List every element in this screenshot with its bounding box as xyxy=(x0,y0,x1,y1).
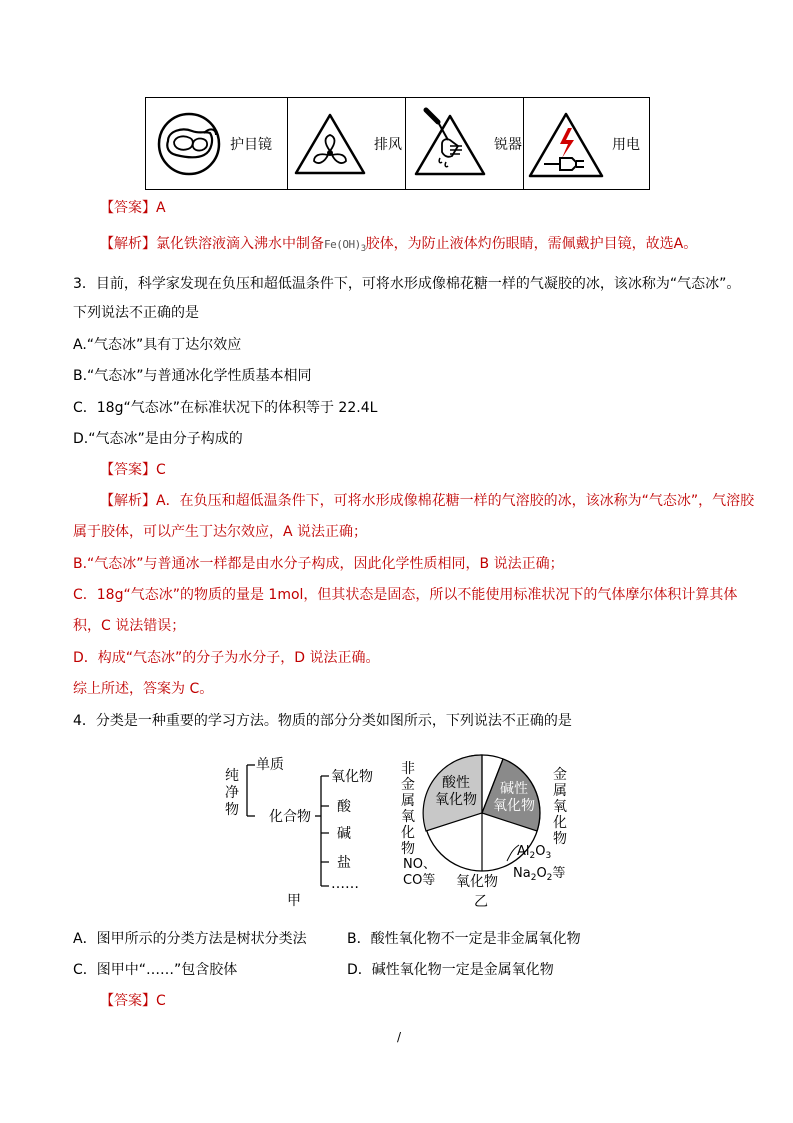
q3-option-d: D.“气态冰”是由分子构成的 xyxy=(73,431,243,447)
pie-caption: 乙 xyxy=(474,894,488,910)
tree-leaf-base: 碱 xyxy=(337,826,351,842)
safety-label-sharp: 锐器 xyxy=(494,136,522,153)
q3-analysis-line4: C．18g“气态冰”的物质的量是 1mol，但其状态是固态，所以不能使用标准状况下的气体摩尔体积计算其体 xyxy=(73,587,738,603)
answer-value: C xyxy=(156,993,166,1009)
q3-option-c: C．18g“气态冰”在标准状况下的体积等于 22.4L xyxy=(73,400,378,416)
page-number: / xyxy=(397,1030,402,1044)
q2-analysis: 【解析】氯化铁溶液滴入沸水中制备$Fe(OH)_3$胶体，为防止液体灼伤眼睛，需佩戴护目镜，故选A。 xyxy=(100,236,698,254)
oxide-classification-pie xyxy=(395,745,580,910)
safety-cell-electric xyxy=(524,98,649,189)
q4-option-a: A．图甲所示的分类方法是树状分类法 xyxy=(73,931,307,947)
q4-option-c: C．图甲中“……”包含胶体 xyxy=(73,962,238,978)
safety-label-electric: 用电 xyxy=(612,136,640,153)
tree-branch-simple: 单质 xyxy=(256,757,284,773)
safety-cell-sharp xyxy=(406,98,524,189)
q4-option-b: B．酸性氧化物不一定是非金属氧化物 xyxy=(347,931,581,947)
q2-answer xyxy=(100,198,166,218)
q3-stem-line1: 3．目前，科学家发现在负压和超低温条件下，可将水形成像棉花糖一样的气凝胶的冰，该冰称为“气态冰”。 xyxy=(73,276,741,292)
answer-value: A xyxy=(156,200,166,216)
tree-leaf-oxide: 氧化物 xyxy=(331,769,373,785)
tree-leaf-etc: …… xyxy=(331,876,359,892)
q3-stem-line2: 下列说法不正确的是 xyxy=(73,305,199,321)
answer-tag: 【答案】 xyxy=(100,200,156,216)
pie-bottom-left: NO、 CO等 xyxy=(403,857,436,888)
q4-option-d: D．碱性氧化物一定是金属氧化物 xyxy=(347,962,554,978)
q4-stem: 4．分类是一种重要的学习方法。物质的部分分类如图所示，下列说法不正确的是 xyxy=(73,713,572,729)
q3-answer xyxy=(100,460,166,480)
pie-left-label: 非金属氧化物 xyxy=(401,761,415,857)
tree-caption: 甲 xyxy=(287,893,301,909)
safety-icons-table xyxy=(145,97,650,190)
q4-answer xyxy=(100,991,166,1011)
q3-analysis-line7: 综上所述，答案为 C。 xyxy=(73,681,214,697)
formula-na2o2: $Na_2O_2$等 xyxy=(513,866,566,883)
q3-option-a: A.“气态冰”具有丁达尔效应 xyxy=(73,337,242,353)
goggles-icon xyxy=(154,109,224,179)
q3-analysis-line5: 积，C 说法错误； xyxy=(73,618,186,634)
safety-cell-fan xyxy=(288,98,406,189)
pie-base-label: 碱性 氧化物 xyxy=(493,781,535,814)
safety-label-goggles: 护目镜 xyxy=(230,136,272,153)
tree-root: 纯净物 xyxy=(225,768,239,818)
tree-leaf-acid: 酸 xyxy=(337,799,351,815)
fan-icon xyxy=(292,109,368,179)
q3-analysis-line1: 【解析】A．在负压和超低温条件下，可将水形成像棉花糖一样的气溶胶的冰，该冰称为“气态冰”，气溶胶 xyxy=(100,493,755,509)
analysis-tag: 【解析】 xyxy=(100,493,156,509)
pie-bottom-right xyxy=(513,843,565,887)
safety-label-fan: 排风 xyxy=(374,136,402,153)
safety-cell-goggles xyxy=(146,98,288,189)
formula-al2o3: $Al_2O_3$ xyxy=(517,844,552,861)
q3-analysis-line6: D．构成“气态冰”的分子为水分子，D 说法正确。 xyxy=(73,650,380,666)
q3-option-b: B.“气态冰”与普通冰化学性质基本相同 xyxy=(73,368,312,384)
classification-tree-diagram xyxy=(225,750,385,910)
tree-branch-compound: 化合物 xyxy=(269,809,311,825)
sharp-tool-icon xyxy=(412,106,488,182)
answer-tag: 【答案】 xyxy=(100,462,156,478)
q3-analysis-line3: B.“气态冰”与普通冰一样都是由水分子构成，因此化学性质相同，B 说法正确； xyxy=(73,556,564,572)
q3-analysis-line2: 属于胶体，可以产生丁达尔效应，A 说法正确； xyxy=(73,524,368,540)
tree-leaf-salt: 盐 xyxy=(337,855,351,871)
pie-center-label: 氧化物 xyxy=(456,874,498,890)
answer-value: C xyxy=(156,462,166,478)
analysis-tag: 【解析】 xyxy=(100,236,156,252)
pie-acid-label: 酸性 氧化物 xyxy=(435,775,477,808)
chem-formula: $Fe(OH)_3$ xyxy=(324,238,366,254)
pie-right-label: 金属氧化物 xyxy=(553,767,567,847)
electricity-icon xyxy=(526,106,606,182)
answer-tag: 【答案】 xyxy=(100,993,156,1009)
